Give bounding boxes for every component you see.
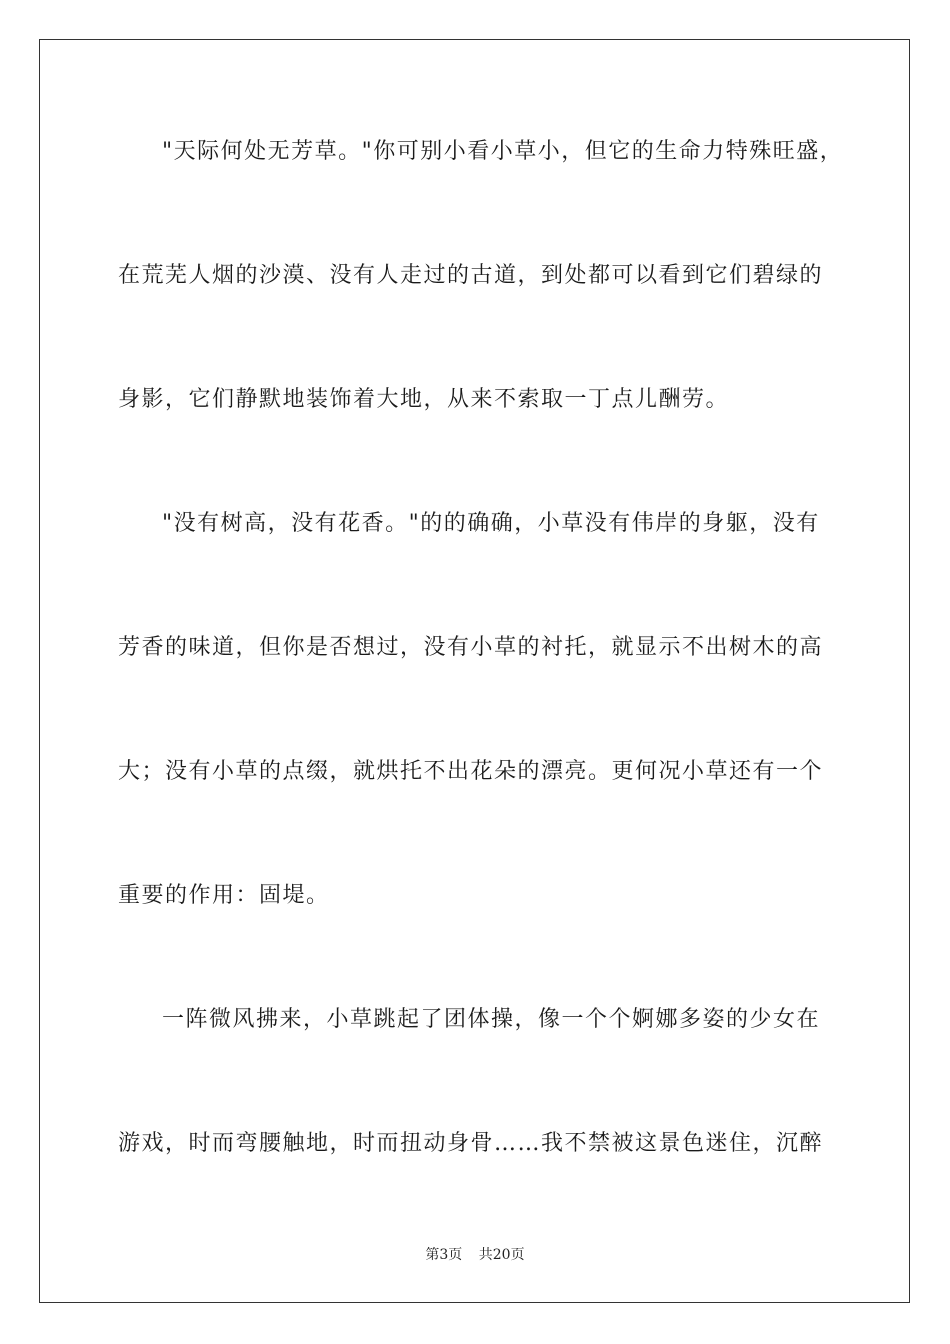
text-line: 芳香的味道，但你是否想过，没有小草的衬托，就显示不出树木的高 [118,635,824,660]
text-line: "没有树高，没有花香。"的的确确，小草没有伟岸的身躯，没有 [162,511,820,536]
text-line: 身影，它们静默地装饰着大地，从来不索取一丁点儿酬劳。 [118,387,730,412]
page-number: 第3页 [425,1247,463,1263]
page-border [39,39,910,1303]
text-line: 游戏，时而弯腰触地，时而扭动身骨……我不禁被这景色迷住，沉醉 [118,1131,824,1156]
text-line: "天际何处无芳草。"你可别小看小草小，但它的生命力特殊旺盛， [162,139,844,164]
page-total: 共20页 [478,1247,525,1263]
text-line: 大；没有小草的点缀，就烘托不出花朵的漂亮。更何况小草还有一个 [118,759,824,784]
page-footer [0,1246,950,1264]
text-line: 在荒芜人烟的沙漠、没有人走过的古道，到处都可以看到它们碧绿的 [118,263,824,288]
text-line: 一阵微风拂来，小草跳起了团体操，像一个个婀娜多姿的少女在 [162,1007,821,1032]
text-line: 重要的作用：固堤。 [118,883,330,908]
